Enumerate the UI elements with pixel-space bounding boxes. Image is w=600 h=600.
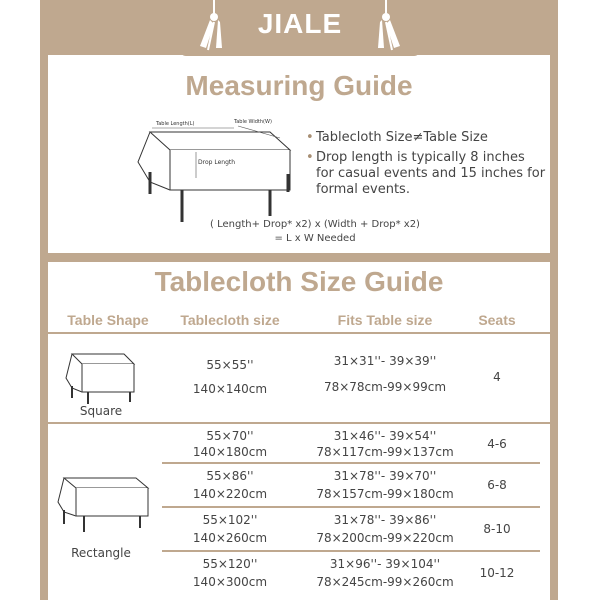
table-diagram-icon — [130, 112, 300, 224]
bullet-item: • Tablecloth Size≠Table Size — [306, 130, 546, 146]
measuring-bullets — [306, 130, 546, 202]
rect-size-cm: 140×300cm — [192, 575, 268, 589]
header-seats: Seats — [478, 312, 516, 328]
rect-size-in: 55×102'' — [202, 513, 258, 527]
size-guide-title: Tablecloth Size Guide — [154, 266, 444, 297]
square-fit-cm: 78×78cm-99×99cm — [323, 380, 447, 394]
rect-size-cm: 140×180cm — [192, 445, 268, 459]
rectangle-table-icon — [54, 472, 154, 534]
rect-seats: 4-6 — [487, 437, 507, 451]
rect-size-cm: 140×260cm — [192, 531, 268, 545]
rect-fit-cm: 78×200cm-99×220cm — [316, 531, 454, 545]
row-divider — [162, 550, 540, 552]
rect-seats: 6-8 — [487, 478, 507, 492]
rect-seats: 10-12 — [479, 566, 515, 580]
square-size-cm: 140×140cm — [192, 382, 268, 396]
rect-fit-cm: 78×117cm-99×137cm — [316, 445, 454, 459]
header-table-shape: Table Shape — [67, 312, 149, 328]
rect-fit-in: 31×96''- 39×104'' — [329, 557, 441, 571]
header-fits-table-size: Fits Table size — [337, 312, 433, 328]
rect-size-in: 55×86'' — [206, 469, 254, 483]
square-seats: 4 — [493, 370, 501, 384]
diagram-drop-label: Drop Length — [198, 159, 236, 166]
rect-fit-in: 31×78''- 39×86'' — [333, 513, 437, 527]
rect-fit-cm: 78×245cm-99×260cm — [316, 575, 454, 589]
rect-size-in: 55×70'' — [206, 429, 254, 443]
tassel-right-icon — [370, 0, 404, 52]
rect-fit-in: 31×78''- 39×70'' — [333, 469, 437, 483]
measuring-guide-title: Measuring Guide — [185, 70, 413, 101]
rect-fit-in: 31×46''- 39×54'' — [333, 429, 437, 443]
section-divider — [48, 422, 550, 424]
brand-logo: JIALE — [257, 8, 343, 39]
square-size-in: 55×55'' — [206, 358, 254, 372]
header-divider — [48, 332, 550, 334]
header-tablecloth-size: Tablecloth size — [180, 312, 280, 328]
formula — [180, 218, 450, 246]
diagram-length-label: Table Length(L) — [156, 121, 195, 127]
formula-line-2: = L x W Needed — [274, 233, 356, 244]
row-divider — [162, 462, 540, 464]
formula-line-1: ( Length+ Drop* x2) x (Width + Drop* x2) — [210, 219, 420, 230]
rect-seats: 8-10 — [483, 522, 511, 536]
rect-size-cm: 140×220cm — [192, 487, 268, 501]
diagram-width-label: Table Width(W) — [234, 119, 272, 125]
row-divider — [162, 506, 540, 508]
tassel-left-icon — [196, 0, 230, 52]
square-fit-in: 31×31''- 39×39'' — [333, 354, 437, 368]
rect-size-in: 55×120'' — [202, 557, 258, 571]
bullet-item: • Drop length is typically 8 inches for casual events and 15 inches for formal events. — [306, 150, 546, 198]
square-table-icon — [60, 348, 140, 404]
rect-fit-cm: 78×157cm-99×180cm — [316, 487, 454, 501]
rectangle-shape-label: Rectangle — [71, 546, 131, 560]
square-shape-label: Square — [79, 404, 123, 418]
